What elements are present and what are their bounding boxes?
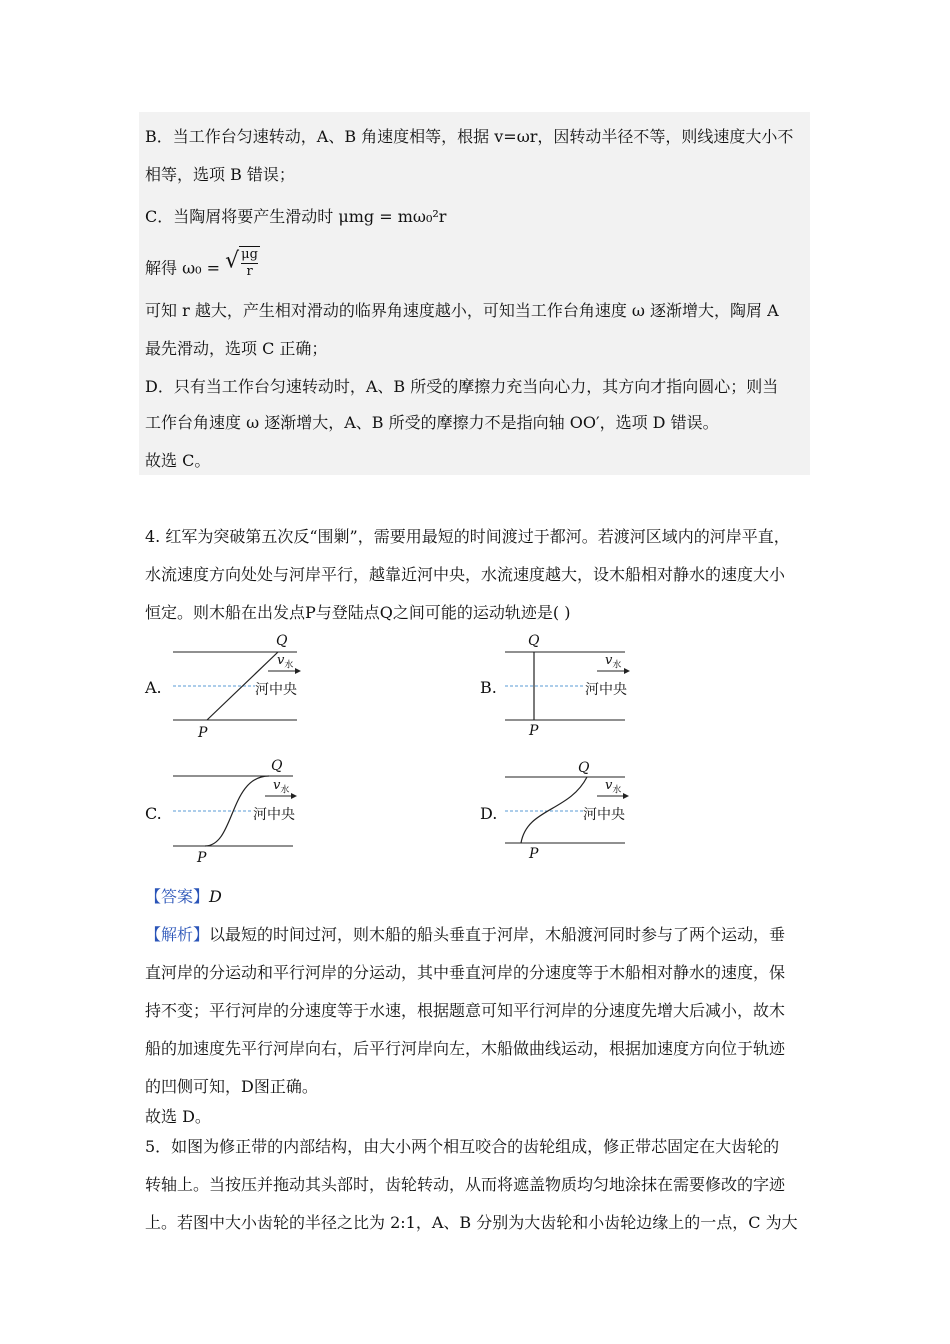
velocity-label: $v_水$ [277,653,294,671]
q4-analysis-line5: 的凹侧可知，D图正确。 [145,1077,318,1096]
q4-analysis-line3: 持不变；平行河岸的分速度等于水速，根据题意可知平行河岸的分速度先增大后减小，故木 [145,1001,786,1020]
q4-line3: 恒定。则木船在出发点P与登陆点Q之间可能的运动轨迹是( ) [145,603,571,622]
velocity-label: $v_水$ [605,778,622,796]
q4-final: 故选 D。 [145,1107,211,1126]
point-q: Q [276,633,288,649]
point-p: P [529,846,539,862]
option-a-label: A. [145,678,162,697]
point-p: P [197,850,207,866]
option-c-label: C. [145,804,162,823]
option-c-figure [165,760,315,870]
q4-line2: 水流速度方向处处与河岸平行，越靠近河中央，水流速度越大，设木船相对静水的速度大小 [145,565,786,584]
q5-line2: 转轴上。当按压并拖动其头部时，齿轮转动，从而将遮盖物质均匀地涂抹在需要修改的字迹 [145,1175,786,1194]
point-q: Q [578,760,590,776]
q4-answer-row [145,884,222,907]
solution-d-line1: D．只有当工作台匀速转动时，A、B 所受的摩擦力充当向心力，其方向才指向圆心；则当 [145,377,779,396]
fraction-denominator: r [246,264,253,279]
option-a-figure [165,635,315,745]
q4-analysis-line4: 船的加速度先平行河岸向右，后平行河岸向左，木船做曲线运动，根据加速度方向位于轨迹 [145,1039,786,1058]
fraction-numerator: μg [241,247,258,262]
point-q: Q [528,633,540,649]
answer-value: D [209,887,222,906]
solution-d-line2: 工作台角速度 ω 逐渐增大，A、B 所受的摩擦力不是指向轴 OO′，选项 D 错误。 [145,413,719,432]
formula-prefix: 解得 ω₀ = [145,258,226,278]
river-center-label: 河中央 [585,679,627,699]
solution-final: 故选 C。 [145,451,211,470]
river-center-label: 河中央 [253,804,295,824]
solution-c-line4: 最先滑动，选项 C 正确； [145,339,328,358]
option-b-figure [497,635,647,745]
q4-analysis-line1: 【解析】以最短的时间过河，则木船的船头垂直于河岸，木船渡河同时参与了两个运动，垂 [145,925,786,944]
solution-c-line3: 可知 r 越大，产生相对滑动的临界角速度越小，可知当工作台角速度 ω 逐渐增大，陶屑 A [145,301,779,320]
option-b-label: B. [480,678,497,697]
solution-b-line1: B．当工作台匀速转动，A、B 角速度相等，根据 v=ωr，因转动半径不等，则线速度大小不 [145,127,794,146]
sqrt-fraction [225,246,260,280]
velocity-label: $v_水$ [273,778,290,796]
point-q: Q [271,758,283,774]
point-p: P [198,725,208,741]
q5-line3: 上。若图中大小齿轮的半径之比为 2:1，A、B 分别为大齿轮和小齿轮边缘上的一点，C 为大 [145,1213,798,1232]
river-center-label: 河中央 [255,679,297,699]
river-center-label: 河中央 [583,804,625,824]
q4-line1: 4. 红军为突破第五次反“围剿”，需要用最短的时间渡过于都河。若渡河区域内的河岸平直， [145,527,790,546]
answer-tag: 【答案】 [145,887,210,906]
point-p: P [529,723,539,739]
sqrt-icon: √ [225,248,240,274]
solution-c-formula [145,247,260,286]
solution-c-line1: C．当陶屑将要产生滑动时 μmg = mω₀²r [145,207,447,226]
velocity-label: $v_水$ [605,653,622,671]
q4-analysis-line2: 直河岸的分运动和平行河岸的分运动，其中垂直河岸的分速度等于木船相对静水的速度，保 [145,963,786,982]
option-d-label: D. [480,804,498,823]
q5-line1: 5．如图为修正带的内部结构，由大小两个相互咬合的齿轮组成，修正带芯固定在大齿轮的 [145,1137,780,1156]
option-d-figure [497,760,647,870]
analysis-tag: 【解析】 [145,925,210,944]
solution-b-line2: 相等，选项 B 错误； [145,165,295,184]
